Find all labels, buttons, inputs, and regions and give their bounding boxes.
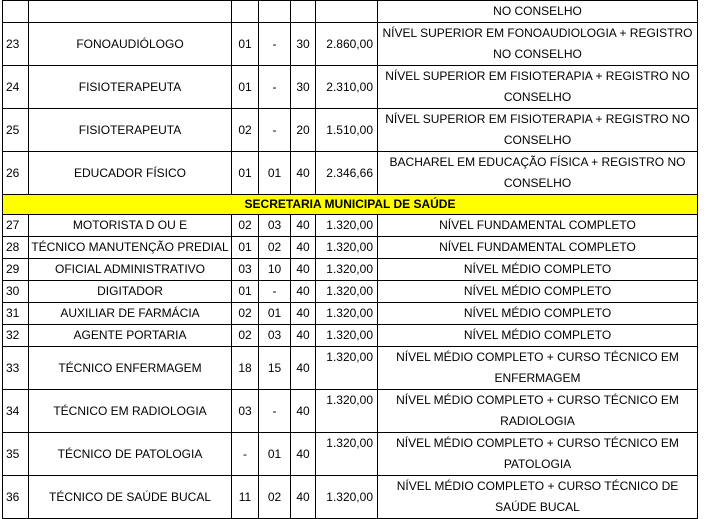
cell-position: MOTORISTA D OU E	[29, 215, 232, 237]
cell-reserve: -	[259, 23, 291, 66]
cell-workload: 40	[291, 347, 316, 390]
table-body-bottom	[3, 215, 698, 519]
table-row	[3, 347, 698, 390]
cell-reserve: 02	[259, 476, 291, 519]
cell-vacancies: 02	[232, 109, 259, 152]
cell-vacancies: 03	[232, 259, 259, 281]
cell-number: 29	[3, 259, 29, 281]
cell-number: 23	[3, 23, 29, 66]
cell-position: OFICIAL ADMINISTRATIVO	[29, 259, 232, 281]
cell-position	[29, 1, 232, 23]
table-row	[3, 109, 698, 152]
cell-number: 28	[3, 237, 29, 259]
table-row	[3, 281, 698, 303]
cell-vacancies: 02	[232, 325, 259, 347]
cell-workload: 40	[291, 281, 316, 303]
cell-reserve: 15	[259, 347, 291, 390]
cell-reserve: -	[259, 66, 291, 109]
cell-number: 31	[3, 303, 29, 325]
cell-reserve: 03	[259, 215, 291, 237]
cell-position: DIGITADOR	[29, 281, 232, 303]
cell-salary: 1.320,00	[316, 237, 378, 259]
cell-workload: 40	[291, 390, 316, 433]
cell-requirement: NÍVEL FUNDAMENTAL COMPLETO	[378, 215, 698, 237]
positions-table	[2, 0, 698, 519]
cell-vacancies: 01	[232, 23, 259, 66]
cell-salary: 1.320,00	[316, 433, 378, 476]
cell-requirement: NÍVEL MÉDIO COMPLETO + CURSO TÉCNICO DE SAÚDE BUCAL	[378, 476, 698, 519]
cell-number: 32	[3, 325, 29, 347]
cell-salary: 1.320,00	[316, 476, 378, 519]
cell-vacancies: 03	[232, 390, 259, 433]
cell-salary: 1.320,00	[316, 325, 378, 347]
cell-requirement: NÍVEL SUPERIOR EM FISIOTERAPIA + REGISTRO NO CONSELHO	[378, 66, 698, 109]
cell-position: TÉCNICO DE PATOLOGIA	[29, 433, 232, 476]
table-row	[3, 23, 698, 66]
cell-workload: 40	[291, 237, 316, 259]
cell-vacancies: 01	[232, 281, 259, 303]
cell-number: 25	[3, 109, 29, 152]
cell-reserve: -	[259, 281, 291, 303]
cell-requirement: NÍVEL MÉDIO COMPLETO + CURSO TÉCNICO EM ENFERMAGEM	[378, 347, 698, 390]
cell-number: 30	[3, 281, 29, 303]
cell-number	[3, 1, 29, 23]
cell-workload: 40	[291, 259, 316, 281]
cell-position: TÉCNICO DE SAÚDE BUCAL	[29, 476, 232, 519]
table-row	[3, 259, 698, 281]
cell-workload: 40	[291, 215, 316, 237]
cell-vacancies: 11	[232, 476, 259, 519]
cell-workload: 30	[291, 66, 316, 109]
cell-reserve: -	[259, 109, 291, 152]
cell-number: 34	[3, 390, 29, 433]
cell-requirement: NÍVEL MÉDIO COMPLETO	[378, 281, 698, 303]
cell-salary: 2.860,00	[316, 23, 378, 66]
cell-salary: 1.320,00	[316, 390, 378, 433]
cell-requirement: NÍVEL MÉDIO COMPLETO	[378, 303, 698, 325]
cell-position: AUXILIAR DE FARMÁCIA	[29, 303, 232, 325]
cell-workload: 40	[291, 152, 316, 195]
table-row	[3, 1, 698, 23]
cell-requirement: NÍVEL MÉDIO COMPLETO	[378, 259, 698, 281]
cell-number: 27	[3, 215, 29, 237]
cell-vacancies	[232, 1, 259, 23]
cell-position: TÉCNICO MANUTENÇÃO PREDIAL	[29, 237, 232, 259]
cell-number: 33	[3, 347, 29, 390]
cell-requirement: NÍVEL MÉDIO COMPLETO + CURSO TÉCNICO EM PATOLOGIA	[378, 433, 698, 476]
table-row	[3, 476, 698, 519]
cell-workload: 40	[291, 303, 316, 325]
table-row	[3, 237, 698, 259]
cell-salary	[316, 1, 378, 23]
cell-reserve: 01	[259, 433, 291, 476]
cell-position: TÉCNICO EM RADIOLOGIA	[29, 390, 232, 433]
cell-workload	[291, 1, 316, 23]
cell-requirement: BACHAREL EM EDUCAÇÃO FÍSICA + REGISTRO NO CONSELHO	[378, 152, 698, 195]
cell-position: FONOAUDIÓLOGO	[29, 23, 232, 66]
cell-reserve: 10	[259, 259, 291, 281]
cell-reserve: 02	[259, 237, 291, 259]
cell-reserve: 01	[259, 303, 291, 325]
cell-workload: 30	[291, 23, 316, 66]
cell-requirement: NO CONSELHO	[378, 1, 698, 23]
cell-requirement: NÍVEL MÉDIO COMPLETO	[378, 325, 698, 347]
cell-requirement: NÍVEL MÉDIO COMPLETO + CURSO TÉCNICO EM RADIOLOGIA	[378, 390, 698, 433]
cell-salary: 2.310,00	[316, 66, 378, 109]
table-body-top	[3, 1, 698, 195]
cell-reserve: -	[259, 390, 291, 433]
cell-vacancies: 18	[232, 347, 259, 390]
cell-vacancies: 01	[232, 237, 259, 259]
cell-reserve: 03	[259, 325, 291, 347]
section-body	[3, 195, 698, 215]
cell-number: 26	[3, 152, 29, 195]
section-header-row	[3, 195, 698, 215]
cell-salary: 1.320,00	[316, 281, 378, 303]
table-row	[3, 390, 698, 433]
cell-position: AGENTE PORTARIA	[29, 325, 232, 347]
cell-position: FISIOTERAPEUTA	[29, 66, 232, 109]
cell-workload: 20	[291, 109, 316, 152]
cell-vacancies: 01	[232, 66, 259, 109]
table-row	[3, 66, 698, 109]
section-title: SECRETARIA MUNICIPAL DE SAÚDE	[3, 195, 698, 215]
cell-salary: 1.320,00	[316, 259, 378, 281]
cell-position: EDUCADOR FÍSICO	[29, 152, 232, 195]
cell-vacancies: -	[232, 433, 259, 476]
cell-salary: 1.320,00	[316, 303, 378, 325]
cell-workload: 40	[291, 325, 316, 347]
cell-salary: 1.320,00	[316, 215, 378, 237]
cell-number: 36	[3, 476, 29, 519]
cell-vacancies: 02	[232, 215, 259, 237]
cell-reserve	[259, 1, 291, 23]
cell-vacancies: 02	[232, 303, 259, 325]
cell-requirement: NÍVEL FUNDAMENTAL COMPLETO	[378, 237, 698, 259]
cell-vacancies: 01	[232, 152, 259, 195]
cell-number: 35	[3, 433, 29, 476]
cell-number: 24	[3, 66, 29, 109]
table-row	[3, 152, 698, 195]
cell-workload: 40	[291, 476, 316, 519]
table-row	[3, 215, 698, 237]
table-row	[3, 433, 698, 476]
cell-position: FISIOTERAPEUTA	[29, 109, 232, 152]
cell-salary: 2.346,66	[316, 152, 378, 195]
cell-requirement: NÍVEL SUPERIOR EM FONOAUDIOLOGIA + REGISTRO NO CONSELHO	[378, 23, 698, 66]
cell-salary: 1.510,00	[316, 109, 378, 152]
cell-position: TÉCNICO ENFERMAGEM	[29, 347, 232, 390]
cell-reserve: 01	[259, 152, 291, 195]
table-row	[3, 325, 698, 347]
cell-workload: 40	[291, 433, 316, 476]
table-row	[3, 303, 698, 325]
cell-requirement: NÍVEL SUPERIOR EM FISIOTERAPIA + REGISTRO NO CONSELHO	[378, 109, 698, 152]
cell-salary: 1.320,00	[316, 347, 378, 390]
